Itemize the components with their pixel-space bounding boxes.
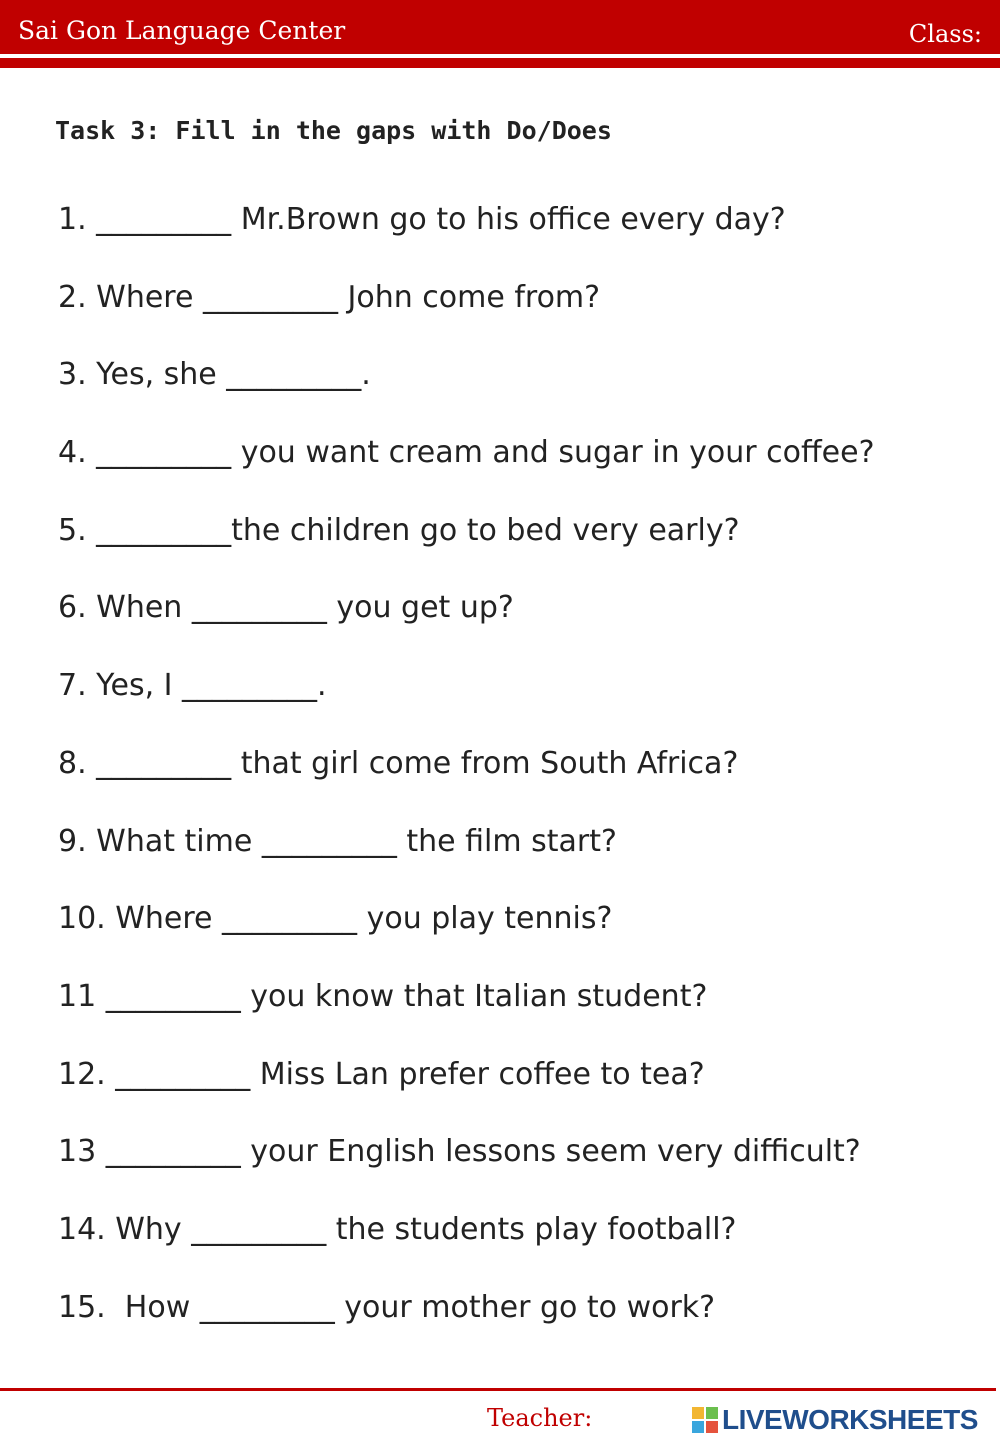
question-1[interactable]: 1. _________ Mr.Brown go to his office every day? — [58, 202, 786, 237]
header-bar — [0, 0, 1000, 54]
question-9[interactable]: 9. What time _________ the film start? — [58, 823, 617, 859]
center-name: Sai Gon Language Center — [18, 16, 346, 45]
task-title: Task 3: Fill in the gaps with Do/Does — [55, 116, 612, 145]
logo-square-1 — [692, 1407, 704, 1419]
question-8[interactable]: 8. _________ that girl come from South Africa? — [58, 745, 739, 781]
logo-square-2 — [706, 1407, 718, 1419]
class-label: Class: — [908, 20, 982, 48]
question-6[interactable]: 6. When _________ you get up? — [58, 590, 514, 626]
question-7[interactable]: 7. Yes, I _________. — [58, 668, 327, 704]
header-divider — [0, 58, 1000, 68]
teacher-label: Teacher: — [487, 1404, 593, 1432]
question-5[interactable]: 5. _________the children go to bed very early? — [58, 512, 740, 548]
question-3[interactable]: 3. Yes, she _________. — [58, 357, 371, 393]
question-13[interactable]: 13 _________ your English lessons seem very difficult? — [58, 1134, 861, 1170]
question-15[interactable]: 15. How _________ your mother go to work? — [58, 1289, 716, 1325]
liveworksheets-brand[interactable] — [692, 1404, 978, 1436]
logo-square-4 — [706, 1421, 718, 1433]
question-14[interactable]: 14. Why _________ the students play football? — [58, 1211, 737, 1247]
footer-divider — [0, 1388, 996, 1391]
brand-text: LIVEWORKSHEETS — [722, 1404, 978, 1435]
question-list — [58, 196, 875, 1361]
question-2[interactable]: 2. Where _________ John come from? — [58, 279, 601, 315]
question-12[interactable]: 12. _________ Miss Lan prefer coffee to tea? — [58, 1056, 705, 1092]
question-4[interactable]: 4. _________ you want cream and sugar in your coffee? — [58, 435, 875, 471]
question-11[interactable]: 11 _________ you know that Italian student? — [58, 978, 708, 1014]
logo-square-3 — [692, 1421, 704, 1433]
liveworksheets-logo-icon — [692, 1407, 718, 1433]
question-10[interactable]: 10. Where _________ you play tennis? — [58, 901, 613, 937]
